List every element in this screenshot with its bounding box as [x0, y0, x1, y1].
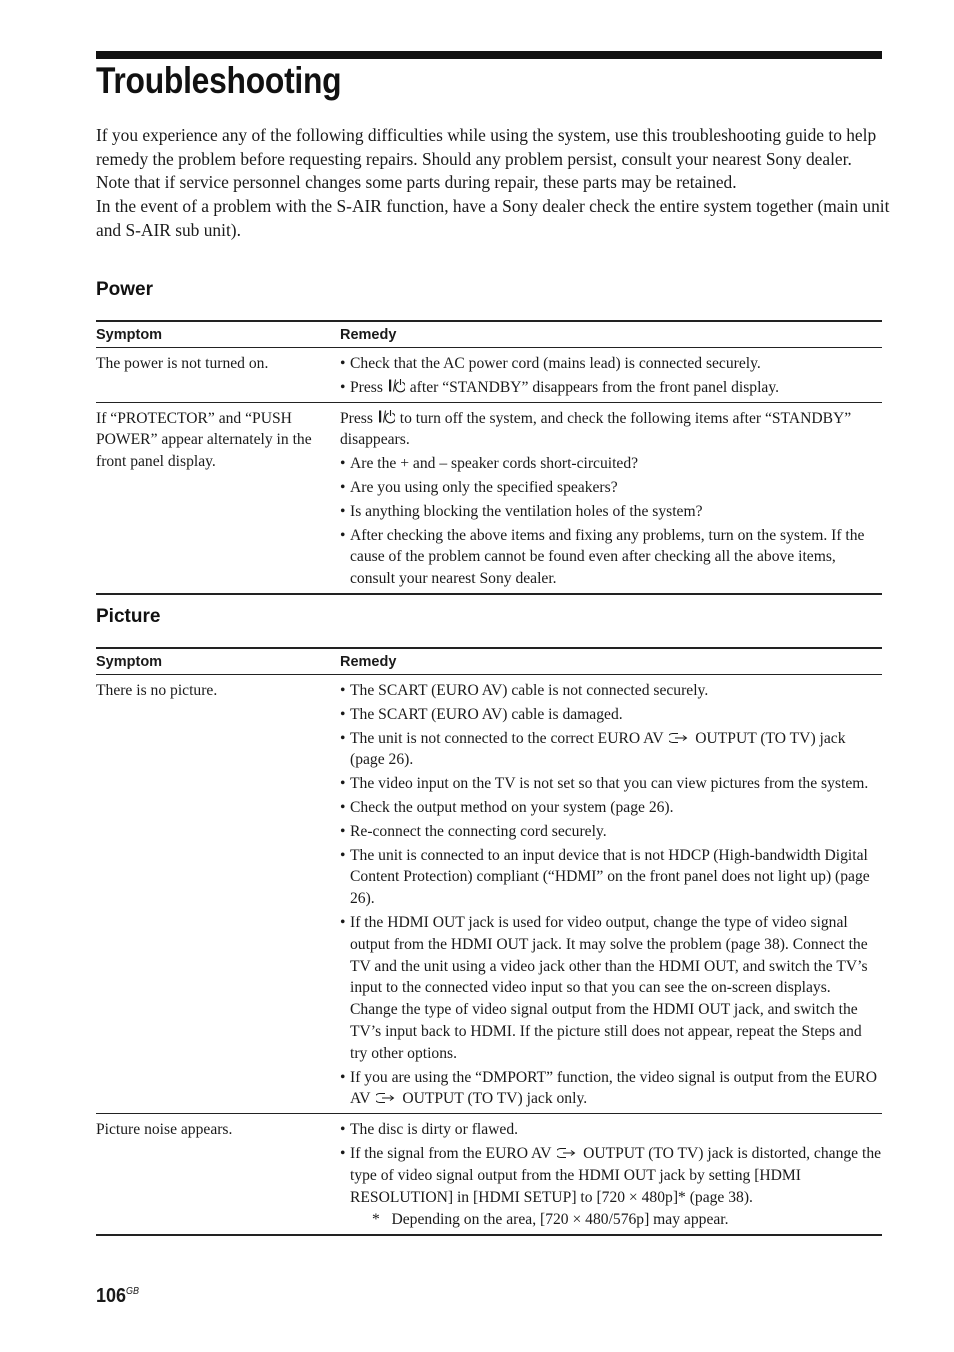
intro-paragraph: Note that if service personnel changes some parts during repair, these parts may be retained.: [96, 172, 737, 193]
symptom-cell: Picture noise appears.: [96, 1121, 233, 1139]
remedy-item: • If the HDMI OUT jack is used for video output, change the type of video signal output from the HDMI OUT jack. It may solve the problem (page 38). Connect the TV and the unit using a video jack other than the HDMI OUT, and switch the TV’s input to the connected video input so that you can see the on-screen displays. Change the type of video signal output from the HDMI OUT jack, and switch the TV’s input back to HDMI. If the picture still does not appear, repeat the Steps and try other options.: [340, 912, 882, 1065]
symptom-cell: If “PROTECTOR” and “PUSH POWER” appear alternately in the front panel display.: [96, 409, 312, 471]
table-row: [96, 402, 882, 594]
remedy-item: • The SCART (EURO AV) cable is damaged.: [340, 704, 882, 726]
remedy-cell: [340, 348, 882, 403]
symptom-header: Symptom: [96, 326, 163, 343]
picture-table: [96, 647, 882, 1236]
remedy-item: • Are you using only the specified speakers?: [340, 477, 882, 499]
remedy-item: • Check the output method on your system (page 26).: [340, 797, 882, 819]
intro-paragraph: In the event of a problem with the S-AIR function, have a Sony dealer check the entire system together (main unit and S-AIR sub unit).: [96, 196, 890, 240]
remedy-header: Remedy: [340, 326, 397, 343]
page-title: Troubleshooting: [96, 60, 342, 101]
title-rule: [96, 51, 882, 59]
table-header-row: [96, 321, 882, 348]
remedy-lead: [340, 408, 882, 452]
symptom-cell: The power is not turned on.: [96, 355, 269, 372]
remedy-cell: [340, 675, 882, 1114]
remedy-text: The unit is not connected to the correct EURO AV: [350, 729, 664, 747]
remedy-cell: [340, 1114, 882, 1235]
remedy-item: • Are the + and – speaker cords short-circuited?: [340, 453, 882, 475]
remedy-text: OUTPUT (TO TV) jack is distorted, change the type of video signal output from the HDMI OUT jack by setting [HDMI RESOLUTION] in [HDMI SETUP] to [720 × 480p]* (page 38).: [350, 1144, 882, 1206]
power-standby-icon: [378, 409, 395, 424]
remedy-text: after “STANDBY” disappears from the front panel display.: [409, 378, 780, 396]
remedy-text: If the signal from the EURO AV: [350, 1144, 552, 1162]
output-arrow-icon: [557, 1147, 577, 1159]
page-number-value: 106: [96, 1285, 127, 1307]
section-heading-picture: Picture: [96, 606, 161, 627]
remedy-text: OUTPUT (TO TV) jack only.: [402, 1090, 588, 1108]
section-heading-power: Power: [96, 279, 154, 300]
output-arrow-icon: [669, 732, 689, 744]
power-standby-icon: [388, 378, 405, 393]
remedy-header: Remedy: [340, 653, 397, 670]
table-row: [96, 675, 882, 1114]
remedy-item: • Is anything blocking the ventilation holes of the system?: [340, 501, 882, 523]
symptom-header: Symptom: [96, 653, 163, 670]
intro-paragraph: If you experience any of the following difficulties while using the system, use this troubleshooting guide to help remedy the problem before requesting repairs. Should any problem persist, consult your nearest Sony dealer.: [96, 125, 877, 169]
remedy-text: to turn off the system, and check the following items after “STANDBY” disappears.: [340, 409, 852, 449]
table-row: [96, 1114, 882, 1235]
remedy-item: [340, 1143, 882, 1208]
remedy-item: • After checking the above items and fixing any problems, turn on the system. If the cause of the problem cannot be found even after checking all the above items, consult your nearest Sony dealer.: [340, 525, 882, 590]
remedy-text: Press: [340, 409, 373, 427]
footnote: * Depending on the area, [720 × 480/576p] may appear.: [372, 1211, 729, 1229]
remedy-text: Press: [350, 378, 383, 396]
remedy-text: If you are using the “DMPORT” function, the video signal is output from the EURO AV: [350, 1068, 877, 1108]
remedy-item: • Check that the AC power cord (mains lead) is connected securely.: [340, 353, 882, 375]
remedy-item: [340, 728, 882, 772]
remedy-item: • Re-connect the connecting cord securely.: [340, 821, 882, 843]
remedy-item: • The SCART (EURO AV) cable is not connected securely.: [340, 680, 882, 702]
table-header-row: [96, 648, 882, 675]
intro-text: [96, 124, 896, 243]
remedy-item: [340, 1067, 882, 1111]
page-number: [96, 1285, 139, 1308]
remedy-item: • The unit is connected to an input device that is not HDCP (High-bandwidth Digital Content Protection) compliant (“HDMI” on the front panel does not light up) (page 26).: [340, 845, 882, 910]
remedy-item: • The video input on the TV is not set so that you can view pictures from the system.: [340, 773, 882, 795]
remedy-item: • The disc is dirty or flawed.: [340, 1119, 882, 1141]
table-row: [96, 348, 882, 403]
page-suffix: GB: [126, 1286, 140, 1297]
power-table: [96, 320, 882, 595]
output-arrow-icon: [376, 1092, 396, 1104]
remedy-cell: [340, 402, 882, 594]
symptom-cell: There is no picture.: [96, 682, 218, 699]
remedy-text: OUTPUT (TO TV) jack (page 26).: [350, 729, 846, 769]
remedy-item: [340, 377, 882, 399]
